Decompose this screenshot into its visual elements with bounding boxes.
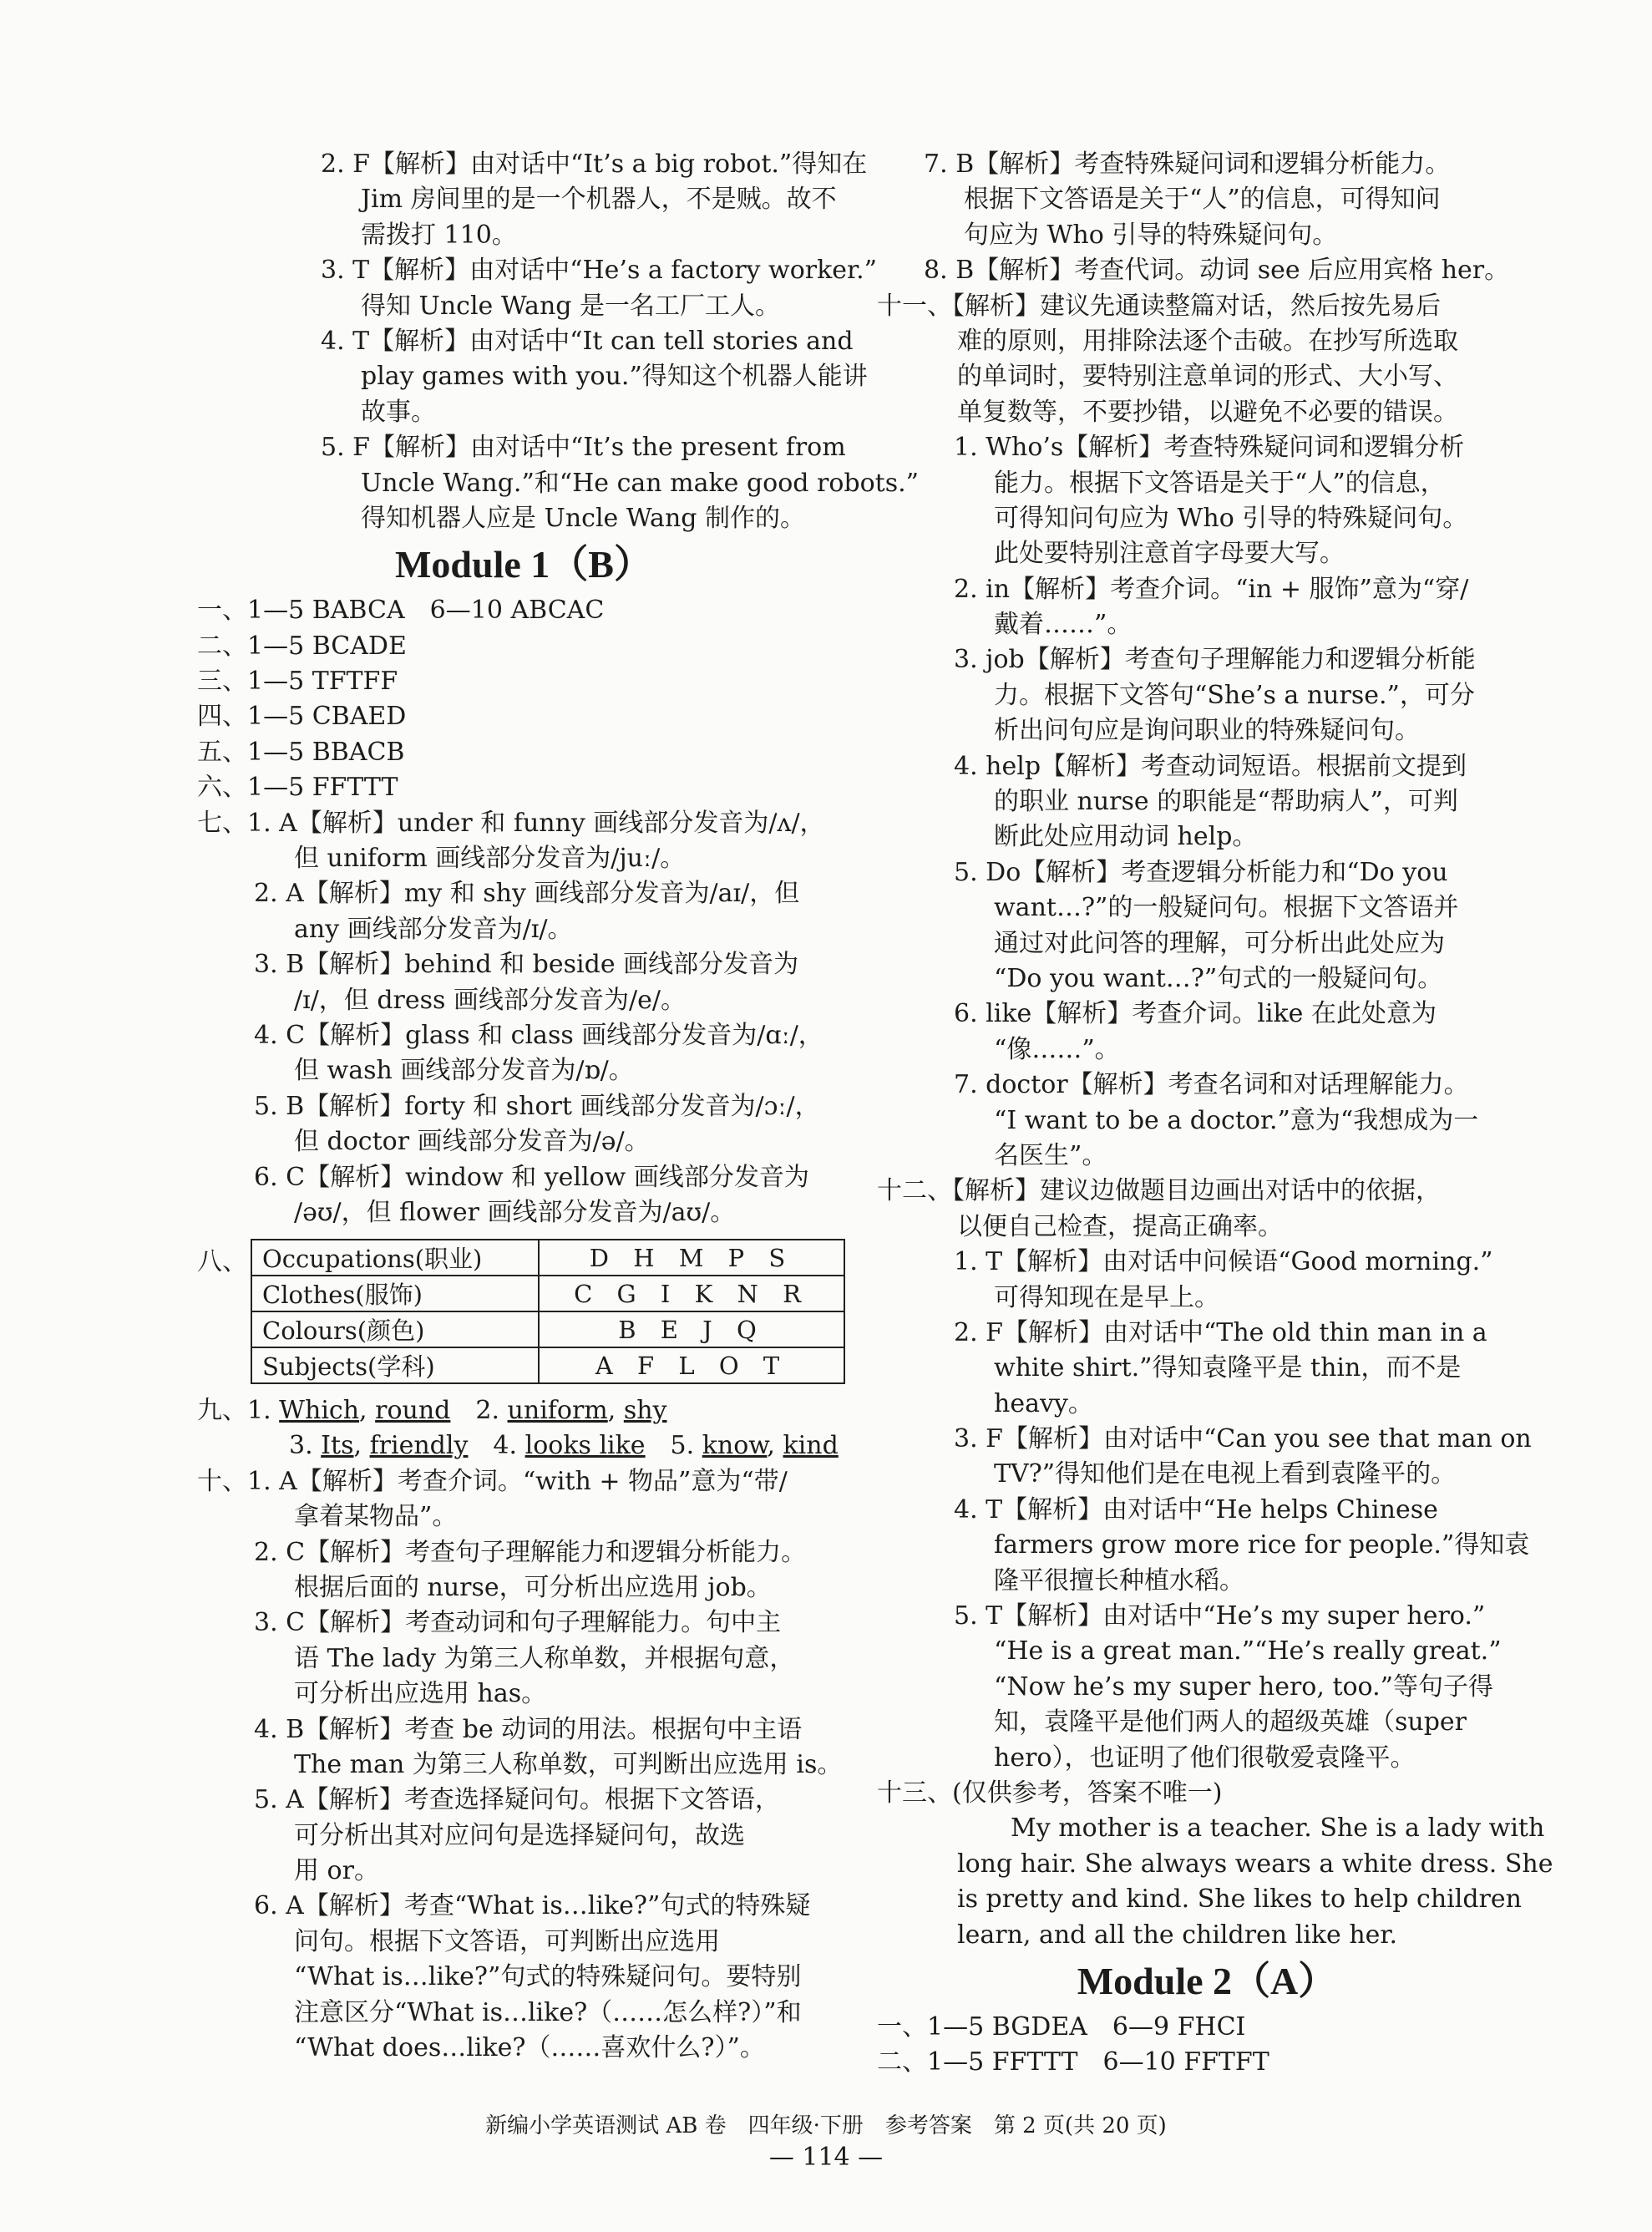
answer-line: 根据后面的 nurse，可分析出应选用 job。	[294, 1572, 772, 1602]
answer-line: Uncle Wang.”和“He can make good robots.”	[361, 468, 919, 498]
answer-line: 戴着……”。	[994, 610, 1133, 640]
answer-word: round	[375, 1396, 451, 1425]
answer-line: want…?”的一般疑问句。根据下文答语并	[994, 893, 1459, 923]
answer-line: 可分析出其对应问句是选择疑问句，故选	[294, 1820, 745, 1850]
table-row	[251, 1240, 844, 1276]
answer-line: 一、1—5 BGDEA 6—9 FHCI	[877, 2011, 1246, 2042]
answer-word: Its	[321, 1431, 354, 1461]
answer-line: 2. F【解析】由对话中“It’s a big robot.”得知在	[321, 150, 868, 179]
answer-line: 6. C【解析】window 和 yellow 画线部分发音为	[254, 1162, 809, 1192]
answer-line: 5. A【解析】考查选择疑问句。根据下文答语，	[254, 1785, 780, 1815]
answer-word: know	[702, 1431, 768, 1461]
answer-line: 一、1—5 BABCA 6—10 ABCAC	[197, 596, 605, 626]
category-cell: Clothes(服饰)	[251, 1276, 539, 1311]
answer-line: 以便自己检查，提高正确率。	[957, 1211, 1283, 1241]
answer-line: 问句。根据下文答语，可判断出应选用	[294, 1926, 720, 1956]
page-number: — 114 —	[768, 2143, 884, 2172]
section-8-label: 八、	[197, 1247, 247, 1276]
answer-line: 5. B【解析】forty 和 short 画线部分发音为/ɔː/，	[254, 1091, 820, 1121]
answer-line: 5. Do【解析】考查逻辑分析能力和“Do you	[954, 857, 1448, 887]
answer-line: 析出问句应是询问职业的特殊疑问句。	[994, 716, 1420, 746]
answer-line: 3. T【解析】由对话中“He’s a factory worker.”	[321, 256, 877, 286]
answer-line: 可得知现在是早上。	[994, 1282, 1219, 1312]
answer-line: 7. B【解析】考查特殊疑问词和逻辑分析能力。	[924, 150, 1451, 179]
right-column	[877, 147, 1553, 2081]
section-9-line-2: 3. Its, friendly 4. looks like 5. know, kind	[289, 1431, 839, 1461]
answer-line: 此处要特别注意首字母要大写。	[994, 539, 1345, 569]
letters-cell: A F L O T	[539, 1347, 844, 1383]
letters-cell: C G I K N R	[539, 1276, 844, 1311]
answer-line: white shirt.”得知袁隆平是 thin，而不是	[994, 1353, 1462, 1383]
text-fragment: 九、1.	[197, 1396, 280, 1425]
answer-line: 三、1—5 TFTFF	[197, 667, 398, 697]
answer-line: heavy。	[994, 1388, 1093, 1418]
text-fragment: 5.	[645, 1431, 702, 1461]
category-cell: Subjects(学科)	[251, 1347, 539, 1383]
left-column	[197, 147, 919, 1230]
answer-line: 的职业 nurse 的职能是“帮助病人”，可判	[994, 787, 1458, 817]
answer-line: 1. T【解析】由对话中问候语“Good morning.”	[954, 1247, 1493, 1277]
text-fragment: 3.	[289, 1431, 322, 1461]
answer-line: hero），也证明了他们很敬爱袁隆平。	[994, 1742, 1416, 1773]
essay-line: learn, and all the children like her.	[957, 1920, 1397, 1950]
answer-line: 1. Who’s【解析】考查特殊疑问词和逻辑分析	[954, 433, 1465, 463]
answer-line: /ɪ/，但 dress 画线部分发音为/e/。	[294, 985, 686, 1015]
answer-line: farmers grow more rice for people.”得知袁	[994, 1530, 1530, 1560]
answer-line: 难的原则，用排除法逐个击破。在抄写所选取	[957, 326, 1458, 356]
answer-line: 二、1—5 BCADE	[197, 631, 407, 661]
answer-line: 3. F【解析】由对话中“Can you see that man on	[954, 1424, 1532, 1454]
answer-line: 隆平很擅长种植水稻。	[994, 1565, 1244, 1595]
answer-line: 4. T【解析】由对话中“He helps Chinese	[954, 1494, 1438, 1524]
answer-line: 四、1—5 CBAED	[197, 702, 407, 732]
answer-line: 3. B【解析】behind 和 beside 画线部分发音为	[254, 950, 799, 980]
table-row	[251, 1347, 844, 1383]
answer-word: shy	[623, 1396, 667, 1425]
section-9-line-1: 九、1. Which, round 2. uniform, shy	[197, 1396, 667, 1425]
module-2a-heading: Module 2（A）	[1077, 1959, 1337, 2002]
answer-line: 能力。根据下文答语是关于“人”的信息，	[994, 468, 1446, 498]
answer-line: 可得知问句应为 Who 引导的特殊疑问句。	[994, 503, 1468, 533]
answer-line: 4. help【解析】考查动词短语。根据前文提到	[954, 751, 1467, 781]
answer-line: 句应为 Who 引导的特殊疑问句。	[964, 220, 1338, 250]
answer-line: play games with you.”得知这个机器人能讲	[361, 362, 868, 392]
answer-line: 3. C【解析】考查动词和句子理解能力。句中主	[254, 1608, 782, 1638]
answer-line: “What is…like?”句式的特殊疑问句。要特别	[294, 1962, 802, 1992]
answer-line: 5. T【解析】由对话中“He’s my super hero.”	[954, 1601, 1486, 1631]
answer-line: 6. like【解析】考查介词。like 在此处意为	[954, 999, 1437, 1029]
answer-word: Which	[279, 1396, 360, 1425]
answer-line: 2. in【解析】考查介词。“in + 服饰”意为“穿/	[954, 574, 1469, 604]
letters-cell: D H M P S	[539, 1240, 844, 1276]
answer-line: 7. doctor【解析】考查名词和对话理解能力。	[954, 1070, 1469, 1100]
answer-line: 通过对此问答的理解，可分析出此处应为	[994, 928, 1445, 958]
answer-line: 知，袁隆平是他们两人的超级英雄（super	[994, 1707, 1467, 1737]
answer-line: “What does…like?（……喜欢什么?）”。	[294, 2033, 765, 2063]
answer-line: 可分析出应选用 has。	[294, 1679, 547, 1709]
answer-line: “He is a great man.”“He’s really great.”	[994, 1636, 1502, 1666]
answer-line: 需拨打 110。	[361, 220, 517, 250]
answer-line: 七、1. A【解析】under 和 funny 画线部分发音为/ʌ/，	[197, 808, 825, 838]
answer-line: 2. C【解析】考查句子理解能力和逻辑分析能力。	[254, 1537, 807, 1567]
answer-word: uniform	[507, 1396, 608, 1425]
answer-line: 4. T【解析】由对话中“It can tell stories and	[321, 326, 854, 356]
answer-line: “I want to be a doctor.”意为“我想成为一	[994, 1105, 1479, 1135]
essay-line: is pretty and kind. She likes to help children	[957, 1885, 1522, 1915]
answer-line: 名医生”。	[994, 1140, 1107, 1170]
answer-line: 4. C【解析】glass 和 class 画线部分发音为/ɑː/，	[254, 1020, 823, 1050]
answer-line: 6. A【解析】考查“What is…like?”句式的特殊疑	[254, 1891, 811, 1921]
answer-line: 注意区分“What is…like?（……怎么样?）”和	[294, 1997, 802, 2027]
answer-line: 3. job【解析】考查句子理解能力和逻辑分析能	[954, 645, 1476, 675]
answer-line: 得知 Uncle Wang 是一名工厂工人。	[361, 291, 781, 321]
answer-line: 断此处应用动词 help。	[994, 822, 1258, 852]
answer-line: 根据下文答语是关于“人”的信息，可得知问	[964, 185, 1441, 215]
answer-word: kind	[783, 1431, 839, 1461]
answer-line: 得知机器人应是 Uncle Wang 制作的。	[361, 503, 806, 533]
essay-line: long hair. She always wears a white dress. She	[957, 1849, 1553, 1879]
answer-line: “Do you want…?”句式的一般疑问句。	[994, 963, 1443, 993]
answer-line: 用 or。	[294, 1856, 379, 1886]
table-row	[251, 1311, 844, 1347]
text-fragment: 2.	[450, 1396, 508, 1425]
answer-line: 4. B【解析】考查 be 动词的用法。根据句中主语	[254, 1714, 803, 1744]
answer-word: looks like	[524, 1431, 646, 1461]
answer-line: 2. F【解析】由对话中“The old thin man in a	[954, 1317, 1487, 1347]
answer-line: /əʊ/，但 flower 画线部分发音为/aʊ/。	[294, 1197, 736, 1227]
letters-cell: B E J Q	[539, 1311, 844, 1347]
vocabulary-classification-table	[251, 1239, 845, 1384]
answer-line: 十一、【解析】建议先通读整篇对话，然后按先易后	[877, 291, 1441, 321]
answer-line: 单复数等，不要抄错，以避免不必要的错误。	[957, 397, 1458, 427]
answer-line: 力。根据下文答句“She’s a nurse.”，可分	[994, 680, 1475, 710]
answer-line: 但 wash 画线部分发音为/ɒ/。	[294, 1056, 634, 1086]
answer-word: friendly	[369, 1431, 469, 1461]
answer-line: 2. A【解析】my 和 shy 画线部分发音为/aɪ/，但	[254, 879, 800, 909]
answer-line: 六、1—5 FFTTT	[197, 773, 398, 803]
answer-line: 十二、【解析】建议边做题目边画出对话中的依据，	[877, 1176, 1441, 1206]
answer-line: any 画线部分发音为/ɪ/。	[294, 914, 573, 944]
answer-line: 拿着某物品”。	[294, 1502, 458, 1532]
answer-line: 十三、(仅供参考，答案不唯一)	[877, 1778, 1223, 1808]
answer-line: 5. F【解析】由对话中“It’s the present from	[321, 433, 846, 463]
answer-line: 故事。	[361, 397, 436, 427]
answer-line: 二、1—5 FFTTT 6—10 FFTFT	[877, 2047, 1269, 2077]
essay-line: My mother is a teacher. She is a lady with	[1011, 1814, 1545, 1844]
answer-line: The man 为第三人称单数，可判断出应选用 is。	[294, 1749, 843, 1779]
answer-line: 十、1. A【解析】考查介词。“with + 物品”意为“带/	[197, 1466, 788, 1496]
module-1b-heading: Module 1（B）	[395, 543, 652, 586]
answer-line: 语 The lady 为第三人称单数，并根据句意，	[294, 1643, 795, 1673]
answer-line: “像……”。	[994, 1034, 1120, 1064]
table-row	[251, 1276, 844, 1311]
answer-line: TV?”得知他们是在电视上看到袁隆平的。	[994, 1459, 1457, 1489]
answer-line: 8. B【解析】考查代词。动词 see 后应用宾格 her。	[924, 256, 1510, 286]
category-cell: Occupations(职业)	[251, 1240, 539, 1276]
text-fragment: 4.	[468, 1431, 525, 1461]
page-footer: 新编小学英语测试 AB 卷 四年级·下册 参考答案 第 2 页(共 20 页)	[485, 2113, 1167, 2138]
answer-line: 五、1—5 BBACB	[197, 737, 405, 767]
answer-line: 但 uniform 画线部分发音为/juː/。	[294, 844, 686, 874]
answer-line: “Now he’s my super hero, too.”等句子得	[994, 1671, 1493, 1702]
answer-line: 但 doctor 画线部分发音为/ə/。	[294, 1127, 650, 1157]
left-column-lower	[197, 1393, 850, 2066]
category-cell: Colours(颜色)	[251, 1311, 539, 1347]
answer-line: Jim 房间里的是一个机器人，不是贼。故不	[361, 185, 837, 215]
answer-line: 的单词时，要特别注意单词的形式、大小写、	[957, 362, 1458, 392]
